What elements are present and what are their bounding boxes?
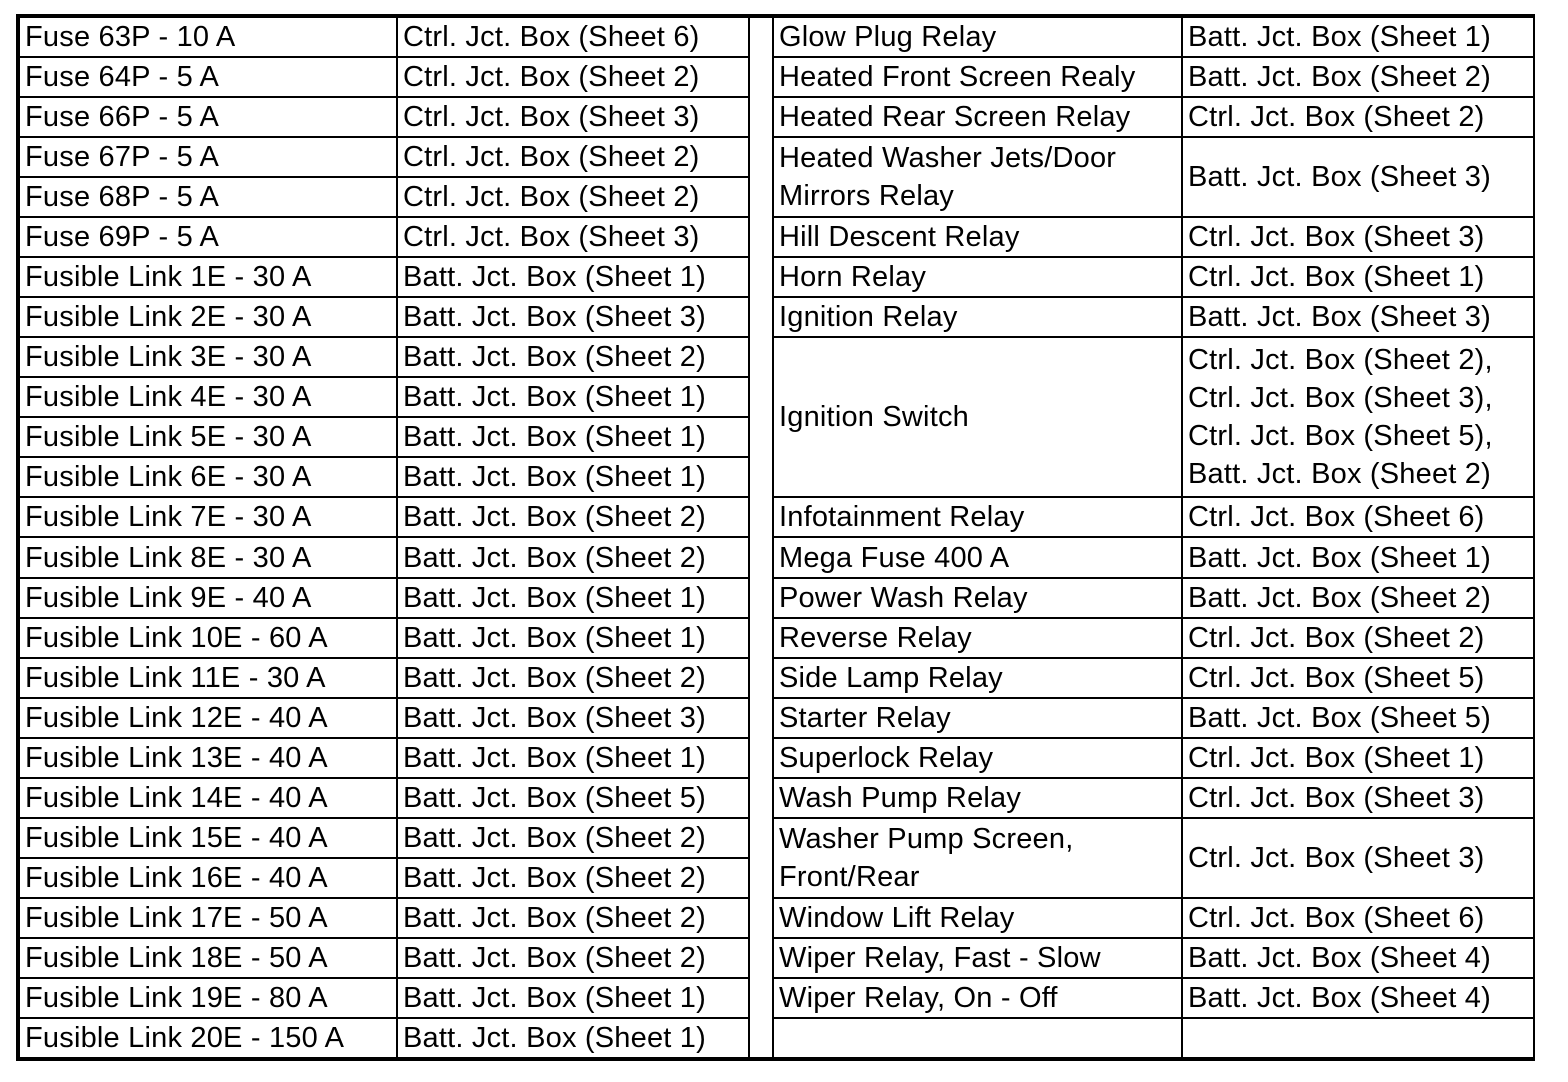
left-location-cell: Ctrl. Jct. Box (Sheet 3) xyxy=(398,98,748,136)
column-separator xyxy=(750,18,772,1057)
left-location-cell: Batt. Jct. Box (Sheet 1) xyxy=(398,1019,748,1057)
left-component-cell: Fusible Link 19E - 80 A xyxy=(20,979,396,1017)
left-location-cell: Ctrl. Jct. Box (Sheet 2) xyxy=(398,58,748,96)
left-component-cell: Fusible Link 6E - 30 A xyxy=(20,458,396,496)
left-location-cell: Batt. Jct. Box (Sheet 3) xyxy=(398,298,748,336)
left-component-cell: Fusible Link 5E - 30 A xyxy=(20,418,396,456)
left-location-cell: Batt. Jct. Box (Sheet 1) xyxy=(398,458,748,496)
right-location-cell: Ctrl. Jct. Box (Sheet 5) xyxy=(1183,659,1533,697)
left-location-cell: Batt. Jct. Box (Sheet 2) xyxy=(398,939,748,977)
right-component-cell: Power Wash Relay xyxy=(774,579,1181,617)
right-location-cell: Ctrl. Jct. Box (Sheet 6) xyxy=(1183,498,1533,536)
left-component-cell: Fuse 69P - 5 A xyxy=(20,218,396,256)
left-location-cell: Batt. Jct. Box (Sheet 2) xyxy=(398,498,748,536)
left-component-cell: Fuse 66P - 5 A xyxy=(20,98,396,136)
left-location-cell: Batt. Jct. Box (Sheet 2) xyxy=(398,538,748,576)
right-component-cell: Glow Plug Relay xyxy=(774,18,1181,56)
right-location-cell: Batt. Jct. Box (Sheet 4) xyxy=(1183,979,1533,1017)
component-location-table xyxy=(16,14,1535,1061)
right-location-cell: Batt. Jct. Box (Sheet 3) xyxy=(1183,138,1533,216)
right-component-cell: Side Lamp Relay xyxy=(774,659,1181,697)
left-location-cell: Batt. Jct. Box (Sheet 3) xyxy=(398,699,748,737)
right-component-cell: Ignition Switch xyxy=(774,338,1181,496)
left-component-cell: Fusible Link 13E - 40 A xyxy=(20,739,396,777)
left-component-cell: Fuse 64P - 5 A xyxy=(20,58,396,96)
right-location-cell: Ctrl. Jct. Box (Sheet 1) xyxy=(1183,258,1533,296)
right-component-cell: Reverse Relay xyxy=(774,619,1181,657)
left-location-cell: Batt. Jct. Box (Sheet 2) xyxy=(398,338,748,376)
left-location-cell: Batt. Jct. Box (Sheet 2) xyxy=(398,899,748,937)
right-component-cell: Heated Washer Jets/Door Mirrors Relay xyxy=(774,138,1181,216)
left-location-cell: Batt. Jct. Box (Sheet 2) xyxy=(398,659,748,697)
right-location-cell: Batt. Jct. Box (Sheet 2) xyxy=(1183,58,1533,96)
left-component-cell: Fusible Link 1E - 30 A xyxy=(20,258,396,296)
right-location-cell: Ctrl. Jct. Box (Sheet 3) xyxy=(1183,819,1533,897)
right-location-cell: Batt. Jct. Box (Sheet 5) xyxy=(1183,699,1533,737)
right-location-cell: Ctrl. Jct. Box (Sheet 3) xyxy=(1183,779,1533,817)
right-component-cell: Wash Pump Relay xyxy=(774,779,1181,817)
right-component-cell: Starter Relay xyxy=(774,699,1181,737)
right-component-cell: Heated Rear Screen Relay xyxy=(774,98,1181,136)
right-component-cell: Wiper Relay, On - Off xyxy=(774,979,1181,1017)
right-component-cell: Hill Descent Relay xyxy=(774,218,1181,256)
right-location-cell: Batt. Jct. Box (Sheet 4) xyxy=(1183,939,1533,977)
left-component-cell: Fusible Link 9E - 40 A xyxy=(20,579,396,617)
left-location-cell: Batt. Jct. Box (Sheet 1) xyxy=(398,258,748,296)
left-component-cell: Fuse 67P - 5 A xyxy=(20,138,396,176)
right-location-cell xyxy=(1183,1019,1533,1057)
right-location-cell: Batt. Jct. Box (Sheet 2) xyxy=(1183,579,1533,617)
right-component-cell: Window Lift Relay xyxy=(774,899,1181,937)
left-location-cell: Ctrl. Jct. Box (Sheet 2) xyxy=(398,178,748,216)
right-location-cell: Batt. Jct. Box (Sheet 1) xyxy=(1183,538,1533,576)
left-component-cell: Fusible Link 15E - 40 A xyxy=(20,819,396,857)
left-location-cell: Batt. Jct. Box (Sheet 1) xyxy=(398,979,748,1017)
right-component-cell: Superlock Relay xyxy=(774,739,1181,777)
left-component-cell: Fusible Link 7E - 30 A xyxy=(20,498,396,536)
right-location-cell: Ctrl. Jct. Box (Sheet 2), Ctrl. Jct. Box (Sheet 3), Ctrl. Jct. Box (Sheet 5), Batt. Jct. Box (Sheet 2) xyxy=(1183,338,1533,496)
right-component-cell: Mega Fuse 400 A xyxy=(774,538,1181,576)
right-component-cell: Wiper Relay, Fast - Slow xyxy=(774,939,1181,977)
left-component-cell: Fuse 63P - 10 A xyxy=(20,18,396,56)
left-location-cell: Batt. Jct. Box (Sheet 5) xyxy=(398,779,748,817)
left-location-cell: Batt. Jct. Box (Sheet 1) xyxy=(398,579,748,617)
left-component-cell: Fusible Link 20E - 150 A xyxy=(20,1019,396,1057)
left-location-cell: Batt. Jct. Box (Sheet 1) xyxy=(398,739,748,777)
left-location-cell: Ctrl. Jct. Box (Sheet 3) xyxy=(398,218,748,256)
right-component-cell: Washer Pump Screen, Front/Rear xyxy=(774,819,1181,897)
left-location-cell: Batt. Jct. Box (Sheet 1) xyxy=(398,378,748,416)
left-component-cell: Fuse 68P - 5 A xyxy=(20,178,396,216)
right-location-cell: Ctrl. Jct. Box (Sheet 1) xyxy=(1183,739,1533,777)
right-location-cell: Ctrl. Jct. Box (Sheet 2) xyxy=(1183,619,1533,657)
right-location-cell: Ctrl. Jct. Box (Sheet 3) xyxy=(1183,218,1533,256)
right-component-cell: Infotainment Relay xyxy=(774,498,1181,536)
right-location-cell: Ctrl. Jct. Box (Sheet 2) xyxy=(1183,98,1533,136)
left-component-cell: Fusible Link 3E - 30 A xyxy=(20,338,396,376)
left-component-cell: Fusible Link 11E - 30 A xyxy=(20,659,396,697)
left-component-cell: Fusible Link 16E - 40 A xyxy=(20,859,396,897)
right-location-cell: Ctrl. Jct. Box (Sheet 6) xyxy=(1183,899,1533,937)
left-component-cell: Fusible Link 18E - 50 A xyxy=(20,939,396,977)
left-component-cell: Fusible Link 17E - 50 A xyxy=(20,899,396,937)
right-component-cell xyxy=(774,1019,1181,1057)
right-component-cell: Horn Relay xyxy=(774,258,1181,296)
left-component-cell: Fusible Link 12E - 40 A xyxy=(20,699,396,737)
left-location-cell: Batt. Jct. Box (Sheet 2) xyxy=(398,859,748,897)
left-component-cell: Fusible Link 2E - 30 A xyxy=(20,298,396,336)
left-location-cell: Ctrl. Jct. Box (Sheet 2) xyxy=(398,138,748,176)
left-location-cell: Batt. Jct. Box (Sheet 1) xyxy=(398,619,748,657)
left-component-cell: Fusible Link 4E - 30 A xyxy=(20,378,396,416)
left-location-cell: Batt. Jct. Box (Sheet 1) xyxy=(398,418,748,456)
left-location-cell: Ctrl. Jct. Box (Sheet 6) xyxy=(398,18,748,56)
right-component-cell: Heated Front Screen Realy xyxy=(774,58,1181,96)
left-component-cell: Fusible Link 8E - 30 A xyxy=(20,538,396,576)
right-location-cell: Batt. Jct. Box (Sheet 3) xyxy=(1183,298,1533,336)
left-component-cell: Fusible Link 10E - 60 A xyxy=(20,619,396,657)
right-location-cell: Batt. Jct. Box (Sheet 1) xyxy=(1183,18,1533,56)
left-component-cell: Fusible Link 14E - 40 A xyxy=(20,779,396,817)
right-component-cell: Ignition Relay xyxy=(774,298,1181,336)
left-location-cell: Batt. Jct. Box (Sheet 2) xyxy=(398,819,748,857)
